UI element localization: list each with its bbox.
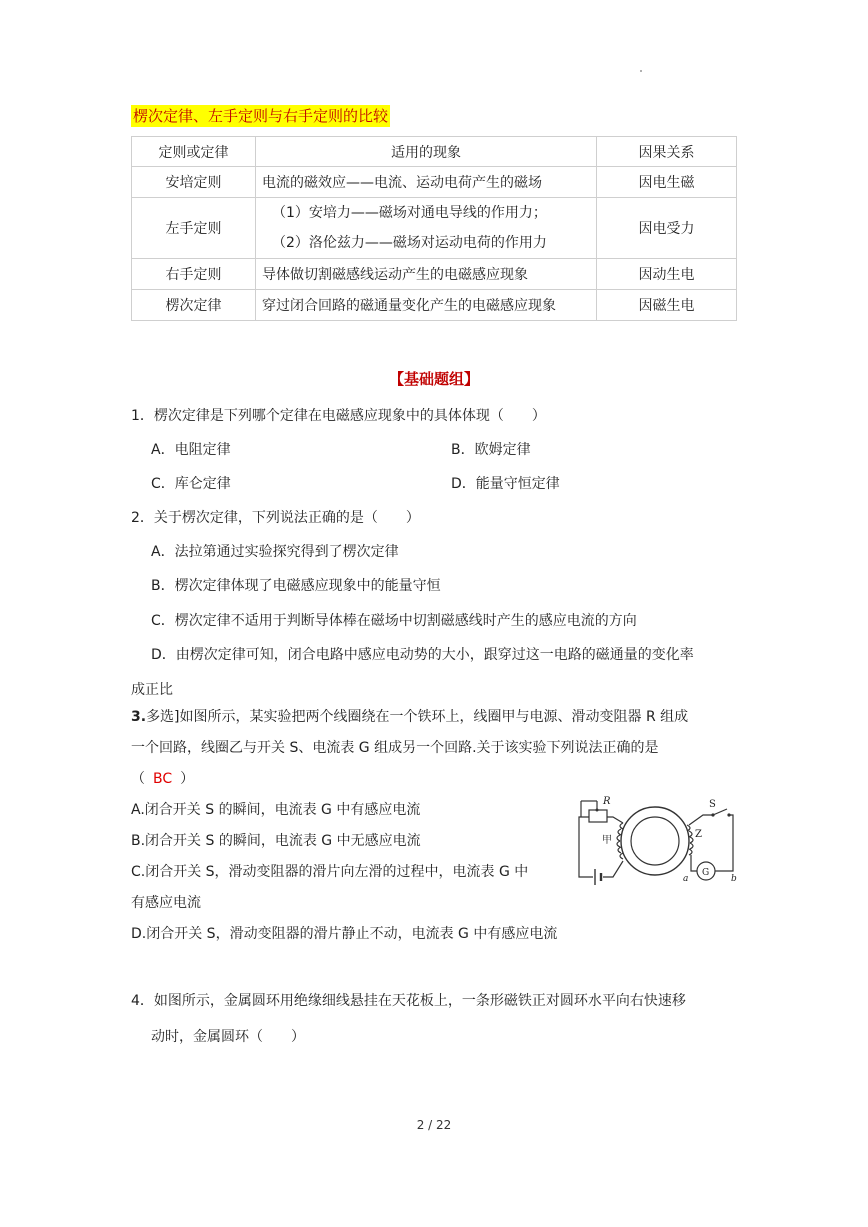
page-number: 2 / 22 xyxy=(416,1118,452,1132)
relation-cell: 因电生磁 xyxy=(597,167,737,198)
figure-label-jia: 甲 xyxy=(602,835,612,846)
q1-option-c: C．库仑定律 xyxy=(151,476,231,492)
q3-option-c-continued: 有感应电流 xyxy=(131,895,201,911)
question-2-stem: 2．关于楞次定律，下列说法正确的是（ ） xyxy=(131,510,420,526)
q2-option-d: D．由楞次定律可知，闭合电路中感应电动势的大小，跟穿过这一电路的磁通量的变化率 xyxy=(151,647,694,663)
phenomenon-line: （2）洛伦兹力——磁场对运动电荷的作用力 xyxy=(272,235,547,251)
q1-option-d: D．能量守恒定律 xyxy=(451,476,560,492)
q2-option-c: C．楞次定律不适用于判断导体棒在磁场中切割磁感线时产生的感应电流的方向 xyxy=(151,613,637,629)
question-3-line-2: 一个回路，线圈乙与开关 S、电流表 G 组成另一个回路.关于该实验下列说法正确的是 xyxy=(131,740,659,756)
header-cell: 因果关系 xyxy=(597,137,737,167)
q1-option-b: B．欧姆定律 xyxy=(451,442,531,458)
scan-dot xyxy=(640,70,642,72)
table-row xyxy=(132,290,737,321)
rule-name-cell: 右手定则 xyxy=(132,259,256,290)
q1-option-a: A．电阻定律 xyxy=(151,442,231,458)
rule-name-cell: 安培定则 xyxy=(132,167,256,198)
question-4-line-2: 动时，金属圆环（ ） xyxy=(151,1029,305,1045)
header-cell: 适用的现象 xyxy=(256,137,597,167)
figure-label-a: a xyxy=(683,874,689,884)
table-row xyxy=(132,259,737,290)
q2-option-b: B．楞次定律体现了电磁感应现象中的能量守恒 xyxy=(151,578,441,594)
q3-option-a: A.闭合开关 S 的瞬间，电流表 G 中有感应电流 xyxy=(131,802,421,818)
header-cell: 定则或定律 xyxy=(132,137,256,167)
figure-label-s: S xyxy=(709,799,716,810)
phenomenon-cell: 导体做切割磁感线运动产生的电磁感应现象 xyxy=(256,259,597,290)
table-header-row xyxy=(132,137,737,167)
phenomenon-cell: 穿过闭合回路的磁通量变化产生的电磁感应现象 xyxy=(256,290,597,321)
q3-option-b: B.闭合开关 S 的瞬间，电流表 G 中无感应电流 xyxy=(131,833,421,849)
table-row xyxy=(132,167,737,198)
rule-name-cell: 左手定则 xyxy=(132,198,256,259)
phenomenon-line: （1）安培力——磁场对通电导线的作用力； xyxy=(272,205,547,221)
figure-label-g: G xyxy=(702,868,710,878)
q3-option-d: D.闭合开关 S，滑动变阻器的滑片静止不动，电流表 G 中有感应电流 xyxy=(131,926,558,942)
question-4-line-1: 4．如图所示，金属圆环用绝缘细线悬挂在天花板上，一条形磁铁正对圆环水平向右快速移 xyxy=(131,993,686,1009)
q2-option-a: A．法拉第通过实验探究得到了楞次定律 xyxy=(151,544,399,560)
q2-option-d-continued: 成正比 xyxy=(131,682,173,698)
relation-cell: 因磁生电 xyxy=(597,290,737,321)
question-1-stem: 1．楞次定律是下列哪个定律在电磁感应现象中的具体体现（ ） xyxy=(131,408,546,424)
table-title: 楞次定律、左手定则与右手定则的比较 xyxy=(133,107,389,125)
paren-close: ） xyxy=(180,771,195,787)
circuit-diagram xyxy=(573,795,741,887)
question-3-number: 3. xyxy=(131,709,147,725)
section-title: 【基础题组】 xyxy=(388,370,479,388)
question-3-answer-line xyxy=(131,769,194,789)
phenomenon-cell xyxy=(256,198,597,259)
answer-text: BC xyxy=(153,771,173,787)
comparison-table xyxy=(131,136,737,321)
figure-label-r: R xyxy=(603,796,611,807)
paren-open: （ xyxy=(131,771,145,787)
table-row xyxy=(132,198,737,259)
question-3-text: 多选]如图所示，某实验把两个线圈绕在一个铁环上，线圈甲与电源、滑动变阻器 R 组成 xyxy=(146,709,689,725)
phenomenon-cell: 电流的磁效应——电流、运动电荷产生的磁场 xyxy=(256,167,597,198)
figure-label-b: b xyxy=(731,874,737,884)
relation-cell: 因电受力 xyxy=(597,198,737,259)
rule-name-cell: 楞次定律 xyxy=(132,290,256,321)
question-3-line-1 xyxy=(131,707,688,727)
figure-label-yi: Z xyxy=(695,829,702,840)
relation-cell: 因动生电 xyxy=(597,259,737,290)
q3-option-c: C.闭合开关 S，滑动变阻器的滑片向左滑的过程中，电流表 G 中 xyxy=(131,864,529,880)
